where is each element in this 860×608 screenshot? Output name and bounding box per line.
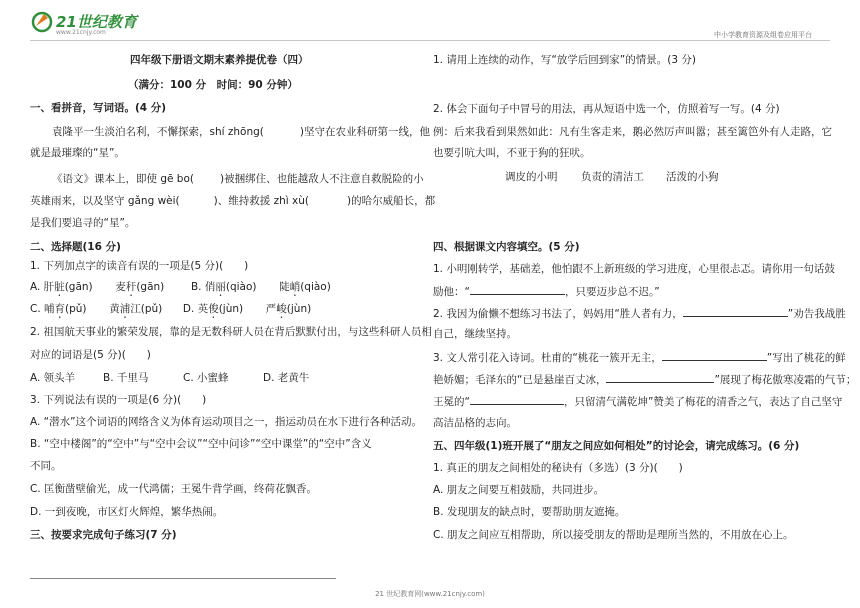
fill-blank[interactable] (470, 394, 564, 405)
s4-q3-line2: 艳娇媚；毛泽东的“已是悬崖百丈冰， ”展现了梅花傲寒凌霜的气节； (433, 374, 857, 386)
page-title: 四年级下册语文期末素养提优卷（四） (130, 54, 309, 66)
fill-blank[interactable] (683, 306, 788, 317)
s4-q3-line1: 3. 文人常引花入诗词。杜甫的“桃花一簇开无主， ”写出了桃花的鲜 (433, 352, 846, 364)
s4-q2-line1: 2. 我因为偷懒不想练习书法了，妈妈用“胜人者有力， ”劝告我战胜 (433, 308, 846, 320)
s5-opt-c: C. 朋友之间应互相帮助，所以接受朋友的帮助是理所当然的，不用放在心上。 (433, 529, 794, 541)
section1-heading: 一、看拼音，写词语。(4 分) (30, 102, 167, 114)
header-divider (30, 40, 830, 41)
page-subtitle: （满分：100 分 时间：90 分钟） (128, 79, 298, 91)
s1-line3: 《语文》课本上，即使 gē bo( )被捆绑住、也能越敌人不注意自救脱险的小 (52, 173, 424, 185)
fill-blank[interactable] (662, 350, 767, 361)
s3-example-line2: 也要引吭大叫，不亚于狗的狂吠。 (433, 147, 591, 159)
s1-line4: 英雄雨来，以及坚守 gǎng wèi( )、维持救援 zhì xù( )的哈尔威船长，都 (30, 195, 436, 207)
s4-q1-line1: 1. 小明刚转学，基础差，他怕跟不上新班级的学习进度，心里很忐忑。请你用一句话鼓 (433, 263, 835, 275)
s3-q2: 2. 体会下面句子中冒号的用法，再从短语中选一个，仿照着写一写。(4 分) (433, 103, 780, 115)
s3-phrase-3: 活泼的小狗 (666, 171, 719, 183)
s3-q1: 1. 请用上连续的动作，写“放学后回到家”的情景。(3 分) (433, 54, 696, 66)
s1-line1: 袁隆平一生淡泊名利，不懈探索，shí zhōng( )坚守在农业科研第一线，他 (52, 126, 430, 138)
s2-q2-opt-d: D. 老黄牛 (263, 372, 310, 384)
s3-phrase-1: 调皮的小明 (505, 171, 558, 183)
s3-example-line1: 例：后来我看到果然如此：凡有生客走来，鹅必然厉声叫嚣；甚至篱笆外有人走路，它 (433, 126, 832, 138)
s4-q2-line2: 自己，继续坚持。 (433, 328, 517, 340)
s1-line5: 是我们要追寻的“星”。 (30, 217, 136, 229)
section4-heading: 四、根据课文内容填空。(5 分) (433, 241, 580, 253)
section5-heading: 五、四年级(1)班开展了“朋友之间应如何相处”的讨论会，请完成练习。(6 分) (433, 440, 800, 452)
s2-q1-options-cd: C. 哺育(pǔ) 黄浦江(pǔ) D. 英俊(jùn) 严峻(jùn) (30, 303, 312, 315)
s2-q2-line1: 2. 祖国航天事业的繁荣发展，靠的是无数科研人员在背后默默付出，与这些科研人员相 (30, 326, 432, 338)
s2-q3-opt-c: C. 匡衡凿壁偷光，成一代鸿儒；王冕牛背学画，终荷花飘香。 (30, 483, 318, 495)
section3-heading: 三、按要求完成句子练习(7 分) (30, 529, 177, 541)
footer-divider (30, 578, 336, 579)
s2-q2-opt-c: C. 小蜜蜂 (183, 372, 229, 384)
s2-q1: 1. 下列加点字的读音有误的一项是(5 分)( ) (30, 260, 249, 272)
s4-q1-line2: 励他：“ ，只要迈步总不迟。” (433, 286, 660, 298)
logo-url: www.21cnjy.com (56, 29, 106, 36)
logo-text: 21世纪教育 (56, 13, 137, 31)
fill-blank[interactable] (470, 284, 565, 295)
s2-q2-opt-b: B. 千里马 (103, 372, 149, 384)
s2-q3-opt-b1: B. “空中楼阁”的“空中”与“空中会议”“空中问诊”“空中课堂”的“空中”含义 (30, 438, 372, 450)
s2-q3-opt-b2: 不同。 (30, 460, 62, 472)
s4-q3-line4: 高洁品格的志向。 (433, 417, 517, 429)
s1-line2: 就是最璀璨的“星”。 (30, 147, 125, 159)
s5-q1: 1. 真正的朋友之间相处的秘诀有（多选）(3 分)( ) (433, 462, 683, 474)
s5-opt-b: B. 发现朋友的缺点时，要帮助朋友遮掩。 (433, 506, 626, 518)
s2-q3-opt-d: D. 一到夜晚，市区灯火辉煌，繁华热闹。 (30, 506, 224, 518)
s2-q1-options-ab: A. 肝脏(gān) 麦秆(gān) B. 俏丽(qiào) 陡峭(qiào) (30, 281, 331, 293)
fill-blank[interactable] (606, 372, 714, 383)
s2-q2-line2: 对应的词语是(5 分)( ) (30, 349, 151, 361)
page-footer: 21 世纪教育网(www.21cnjy.com) (375, 590, 485, 598)
s4-q3-line3: 王冕的“ ，只留清气满乾坤”赞美了梅花的清香之气，表达了自己坚守 (433, 396, 843, 408)
s3-phrase-2: 负责的清洁工 (581, 171, 644, 183)
s2-q3: 3. 下列说法有误的一项是(6 分)( ) (30, 394, 207, 406)
header-platform: 中小学教育资源及组卷应用平台 (714, 31, 812, 39)
s5-opt-a: A. 朋友之间要互相鼓励，共同进步。 (433, 484, 605, 496)
section2-heading: 二、选择题(16 分) (30, 241, 121, 253)
s2-q3-opt-a: A. “潜水”这个词语的网络含义为体育运动项目之一，指运动员在水下进行各种活动。 (30, 416, 423, 428)
s2-q2-opt-a: A. 领头羊 (30, 372, 76, 384)
